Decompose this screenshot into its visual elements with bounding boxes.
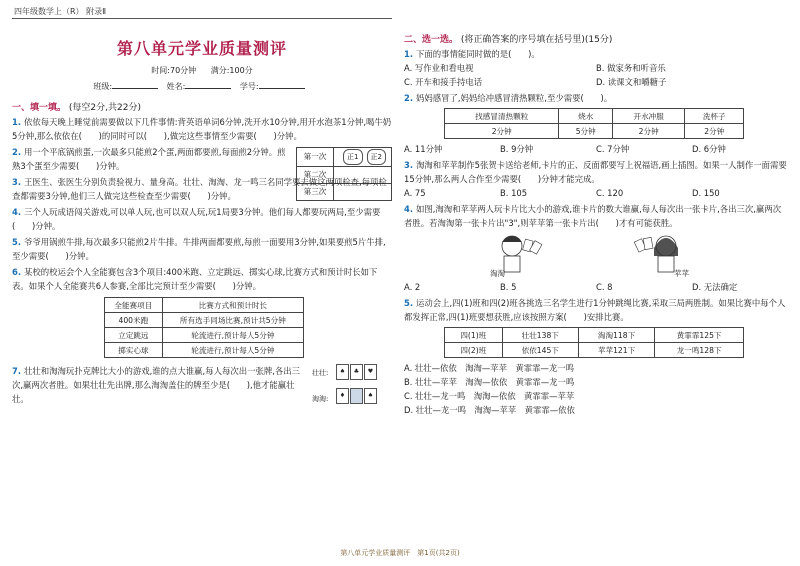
question-number: 7. [12, 366, 22, 376]
table-cell: 立定跳远 [105, 328, 163, 343]
option[interactable]: C. 8 [596, 282, 613, 292]
option[interactable]: A. 75 [404, 188, 426, 198]
table-header: 洗杯子 [685, 109, 744, 124]
choice-question-1 [404, 47, 788, 61]
class-label: 班级: [93, 82, 113, 91]
question-text: 爷爷用锅煎牛排,每次最多只能煎2片牛排。牛排两面都要煎,每煎一面要用3分钟,如果要煎5片牛排,至少需要( )分钟。 [12, 237, 386, 261]
table-header: 全能赛项目 [105, 298, 163, 313]
girl-figure-icon [634, 236, 678, 272]
table-cell: 依依145下 [502, 343, 578, 358]
table-header: 烧水 [559, 109, 612, 124]
section-2-heading [404, 32, 788, 45]
question-number: 1. [404, 49, 414, 59]
exam-time: 时间:70分钟 [151, 66, 197, 75]
options-row [404, 75, 788, 89]
egg-tag: 正2 [367, 149, 386, 165]
choice-question-4 [404, 202, 788, 230]
table-cell: 淘淘118下 [578, 328, 654, 343]
option[interactable]: C. 开车和接手持电话 [404, 77, 483, 87]
face-down-card [350, 388, 363, 404]
question-3 [12, 175, 392, 203]
option[interactable]: B. 壮壮—苹苹 淘淘—依依 黄霏霏—龙一鸣 [404, 377, 575, 387]
table-header: 找感冒清热颗粒 [445, 109, 559, 124]
option[interactable]: C. 120 [596, 188, 624, 198]
option[interactable]: D. 6分钟 [692, 144, 726, 154]
question-number: 5. [404, 298, 414, 308]
table-cell: 龙一鸣128下 [655, 343, 744, 358]
options-row [404, 280, 788, 294]
table-cell: 2分钟 [445, 124, 559, 139]
question-text: 壮壮和淘淘玩扑克牌比大小的游戏,谁的点大谁赢,每人每次出一张牌,各出三次,赢两次者胜。如果壮壮先出牌,那么淘淘盖住的牌至少是( ),他才能赢壮壮。 [12, 366, 300, 404]
playing-card: ♦ [336, 388, 349, 404]
table-cell: 轮流进行,预计每人5分钟 [162, 343, 303, 358]
name-label: 姓名: [166, 82, 186, 91]
question-number: 2. [404, 93, 414, 103]
option-line[interactable] [404, 403, 788, 417]
question-text: 某校的校运会个人全能赛包含3个项目:400米跑、立定跳远、掷实心球,比赛方式和预计时长如下表。如果个人全能赛共6人参赛,全部比完预计至少需要( )分钟。 [12, 267, 378, 291]
question-text: 下面的事情能同时做的是( )。 [416, 49, 540, 59]
question-number: 1. [12, 117, 22, 127]
section-1-heading [12, 100, 392, 113]
playing-card: ♥ [364, 364, 377, 380]
option[interactable]: B. 5 [500, 282, 517, 292]
option[interactable]: D. 150 [692, 188, 720, 198]
option[interactable]: D. 读课文和嚼糖子 [596, 77, 667, 87]
table-cell: 5分钟 [559, 124, 612, 139]
option[interactable]: B. 做家务和听音乐 [596, 63, 666, 73]
option[interactable]: D. 无法确定 [692, 282, 738, 292]
playing-card: ♠ [364, 388, 377, 404]
question-text: 妈妈感冒了,妈妈给冲感冒清热颗粒,至少需要( )。 [416, 93, 613, 103]
table-cell: 第二次 [297, 167, 334, 184]
question-number: 3. [404, 160, 414, 170]
playing-card: ♠ [336, 364, 349, 380]
rope-skipping-table [444, 327, 744, 358]
options-row [404, 61, 788, 75]
question-5 [12, 235, 392, 263]
question-text: 运动会上,四(1)班和四(2)班各挑选三名学生进行1分钟跳绳比赛,采取三局两胜制。如果比赛中每个人都发挥正常,四(1)班要想获胜,应该按照方案( )安排比赛。 [404, 298, 786, 322]
option-line[interactable] [404, 375, 788, 389]
table-cell: 壮壮138下 [502, 328, 578, 343]
option[interactable]: C. 壮壮—龙一鸣 淘淘—依依 黄霏霏—苹苹 [404, 391, 575, 401]
player-label: 淘淘: [312, 395, 329, 403]
table-cell: 掷实心球 [105, 343, 163, 358]
question-number: 3. [12, 177, 22, 187]
section-2-label: 二、选一选。 [404, 35, 459, 45]
table-cell: 轮流进行,预计每人5分钟 [162, 328, 303, 343]
right-column [404, 22, 788, 552]
table-cell: 400米跑 [105, 313, 163, 328]
option-line[interactable] [404, 361, 788, 375]
exam-meta [12, 65, 392, 76]
table-cell: 所有选手同场比赛,预计共5分钟 [162, 313, 303, 328]
children-svg [404, 230, 788, 280]
option[interactable]: A. 2 [404, 282, 421, 292]
table-cell: 四(2)班 [445, 343, 503, 358]
medicine-steps-table [444, 108, 744, 139]
option[interactable]: A. 壮壮—依依 淘淘—苹苹 黄霏霏—龙一鸣 [404, 363, 575, 373]
table-cell: 2分钟 [685, 124, 744, 139]
class-field[interactable] [112, 88, 158, 89]
player-label: 壮壮: [312, 369, 329, 377]
table-cell: 第三次 [297, 184, 334, 201]
section-1-note: (每空2分,共22分) [68, 103, 141, 113]
question-1 [12, 115, 392, 143]
question-7 [12, 364, 392, 406]
option[interactable]: B. 105 [500, 188, 528, 198]
competition-table [104, 297, 304, 358]
question-text: 淘淘和苹苹制作5张贺卡送给老师,卡片的正、反面都要写上祝福语,画上插图。如果一人制作一面需要15分钟,那么两人合作至少需要( )分钟才能完成。 [404, 160, 787, 184]
question-text: 三个人玩成语闯关游戏,可以单人玩,也可以双人玩,玩1局要3分钟。他们每人都要玩两局,至少需要( )分钟。 [12, 207, 381, 231]
option[interactable]: A. 11分钟 [404, 144, 443, 154]
choice-question-3 [404, 158, 788, 186]
card-illustration [312, 364, 392, 414]
question-4 [12, 205, 392, 233]
question-text: 王医生、张医生分别负责验视力、量身高。壮壮、淘淘、龙一鸣三名同学要去做这两项检查,每项检查都需要3分钟,他们三人做完这些检查至少需要( )分钟。 [12, 177, 387, 201]
name-field[interactable] [185, 88, 231, 89]
question-6 [12, 265, 392, 293]
table-cell: 四(1)班 [445, 328, 503, 343]
student-fields [12, 81, 392, 92]
egg-tag: 正1 [343, 149, 362, 165]
id-label: 学号: [239, 82, 259, 91]
playing-card: ♣ [350, 364, 363, 380]
option[interactable]: D. 壮壮—龙一鸣 淘淘—苹苹 黄霏霏—依依 [404, 405, 575, 415]
header-tag: 四年级数学上（R） 附录Ⅱ [14, 7, 107, 16]
question-number: 4. [404, 204, 414, 214]
table-header: 开水冲服 [612, 109, 685, 124]
table-header: 比赛方式和预计时长 [162, 298, 303, 313]
choice-question-5 [404, 296, 788, 324]
page-footer: 第八单元学业质量测评 第1页(共2页) [340, 549, 460, 557]
question-text: 如图,淘淘和苹苹两人玩卡片比大小的游戏,谁卡片的数大谁赢,每人每次出一张卡片,各出三次,赢两次者胜。若淘淘第一张卡片出"3",则苹苹第一张卡片出( )才有可能获胜。 [404, 204, 782, 228]
table-cell [334, 148, 392, 167]
section-2-note: (将正确答案的序号填在括号里)(15分) [460, 35, 613, 45]
table-cell: 2分钟 [612, 124, 685, 139]
header-divider [12, 18, 392, 19]
question-number: 2. [12, 147, 22, 157]
question-number: 6. [12, 267, 22, 277]
boy-figure-icon [502, 236, 542, 272]
exam-score: 满分:100分 [210, 66, 253, 75]
option[interactable]: B. 9分钟 [500, 144, 534, 154]
question-text: 依依每天晚上睡觉前需要做以下几件事情:背英语单词6分钟,洗开水10分钟,用开水泡茶1分钟,喝牛奶5分钟,那么依依在( )的同时可以( ),做完这些事情至少需要( )分钟。 [12, 117, 392, 141]
question-number: 4. [12, 207, 22, 217]
child-name-label: 苹苹 [674, 269, 689, 278]
option-line[interactable] [404, 389, 788, 403]
question-number: 5. [12, 237, 22, 247]
options-row [404, 142, 788, 156]
left-column [12, 22, 392, 552]
table-cell: 黄霏霏125下 [655, 328, 744, 343]
option[interactable]: A. 写作业和看电视 [404, 63, 474, 73]
table-cell: 苹苹121下 [578, 343, 654, 358]
question-text: 用一个平底锅煎蛋,一次最多只能煎2个蛋,两面都要煎,每面煎2分钟。煎熟3个蛋至少需要( )分钟。 [12, 147, 286, 171]
option[interactable]: C. 7分钟 [596, 144, 630, 154]
table-cell: 第一次 [297, 148, 334, 167]
child-name-label: 淘淘 [490, 269, 505, 278]
section-1-label: 一、填一填。 [12, 103, 67, 113]
page-title: 第八单元学业质量测评 [116, 39, 287, 58]
options-row [404, 186, 788, 200]
choice-question-2 [404, 91, 788, 105]
children-illustration [404, 230, 788, 280]
id-field[interactable] [259, 88, 305, 89]
